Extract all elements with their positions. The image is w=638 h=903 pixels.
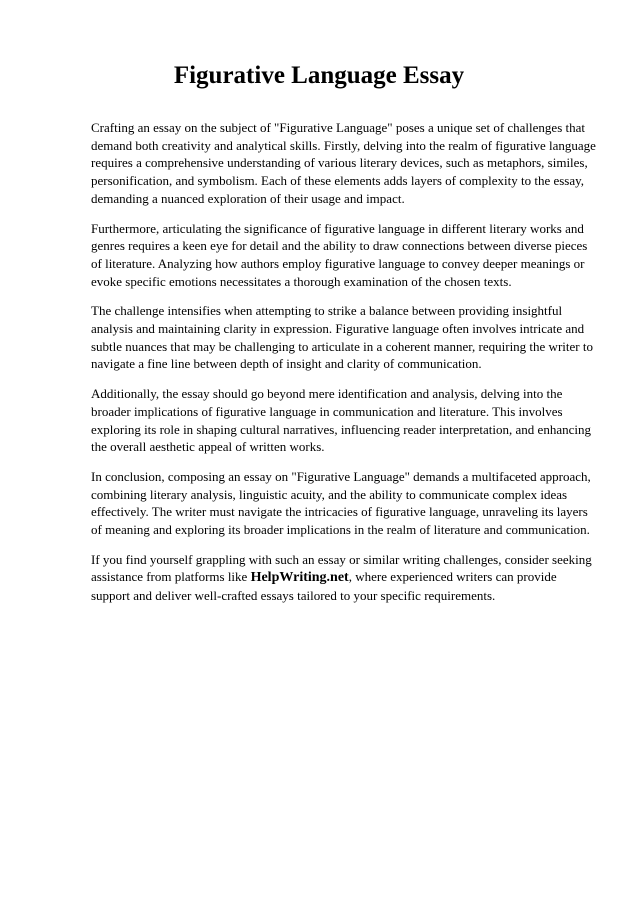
assistance-text-after: , where experienced writers can provide support and deliver well-crafted essays tailored to your specific requirements.	[91, 569, 557, 604]
paragraph-assistance	[91, 551, 597, 605]
paragraph-challenge: The challenge intensifies when attempting to strike a balance between providing insightful analysis and maintaining clarity in expression. Figurative language often involves intricate and subtle nuances that may be challenging to articulate in a coherent manner, requiring the writer to navigate a fine line between depth of insight and clarity of communication.	[91, 303, 593, 372]
helpwriting-link[interactable]: HelpWriting.net	[250, 570, 349, 586]
paragraph-intro: Crafting an essay on the subject of "Figurative Language" poses a unique set of challenges that demand both creativity and analytical skills. Firstly, delving into the realm of figurative language requires a comprehensive understanding of various literary devices, such as metaphors, similes, personification, and symbolism. Each of these elements adds layers of complexity to the essay, demanding a nuanced exploration of their usage and impact.	[91, 120, 596, 206]
paragraph-significance: Furthermore, articulating the significance of figurative language in different literary works and genres requires a keen eye for detail and the ability to draw connections between diverse pieces of literature. Analyzing how authors employ figurative language to convey deeper meanings or evoke specific emotions necessitates a thorough examination of the chosen texts.	[91, 220, 588, 289]
page-title: Figurative Language Essay	[173, 62, 465, 89]
paragraph-implications: Additionally, the essay should go beyond mere identification and analysis, delving into the broader implications of figurative language in communication and literature. This involves exploring its role in shaping cultural narratives, influencing reader interpretation, and enhancing the overall aesthetic appeal of written works.	[91, 386, 591, 455]
assistance-text-before: If you find yourself grappling with such an essay or similar writing challenges, consider seeking assistance from platforms like	[91, 551, 592, 585]
paragraph-conclusion: In conclusion, composing an essay on "Figurative Language" demands a multifaceted approach, combining literary analysis, linguistic acuity, and the ability to communicate complex ideas effectively. The writer must navigate the intricacies of figurative language, unraveling its layers of meaning and exploring its broader implications in the realm of literature and communication.	[91, 468, 591, 538]
essay-body	[91, 119, 597, 617]
